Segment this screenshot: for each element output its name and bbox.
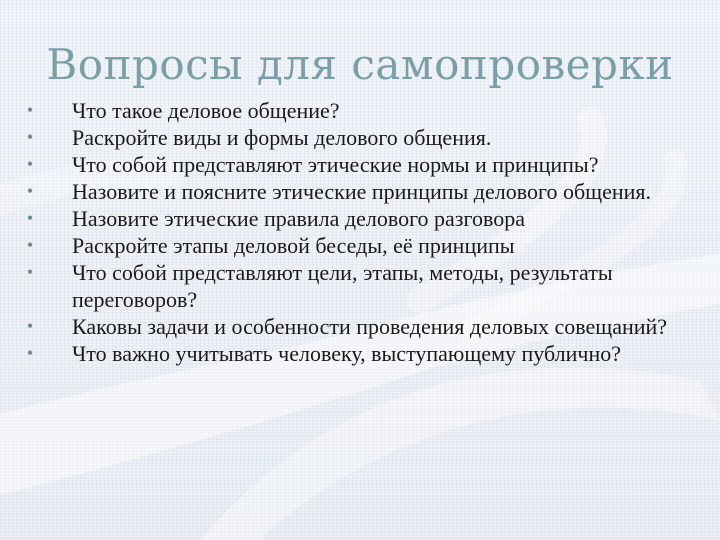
list-item <box>20 340 700 367</box>
bullet-icon: • <box>26 181 34 201</box>
bullet-icon: • <box>26 100 34 120</box>
list-item-text: Что собой представляют этические нормы и принципы? <box>72 152 599 177</box>
list-item-text: Назовите этические правила делового разговора <box>72 206 525 231</box>
list-item-text: Что такое деловое общение? <box>72 98 340 123</box>
bullet-icon: • <box>26 208 34 228</box>
list-item <box>20 124 700 151</box>
list-item <box>20 151 700 178</box>
list-item <box>20 205 700 232</box>
slide-title: Вопросы для самопроверки <box>46 40 674 89</box>
list-item-text: Что собой представляют цели, этапы, методы, результаты переговоров? <box>72 260 613 312</box>
bullet-icon: • <box>26 127 34 147</box>
bullet-icon: • <box>26 316 34 336</box>
list-item-text: Раскройте этапы деловой беседы, её принципы <box>72 233 515 258</box>
list-item-text: Каковы задачи и особенности проведения деловых совещаний? <box>72 314 668 339</box>
bullet-icon: • <box>26 235 34 255</box>
list-item <box>20 232 700 259</box>
list-item-text: Что важно учитывать человеку, выступающему публично? <box>72 341 621 366</box>
list-item <box>20 313 700 340</box>
list-item-text: Назовите и поясните этические принципы делового общения. <box>72 179 652 204</box>
bullet-icon: • <box>26 262 34 282</box>
list-item <box>20 97 700 124</box>
list-item <box>20 178 700 205</box>
bullet-icon: • <box>26 343 34 363</box>
list-item <box>20 259 700 313</box>
list-item-text: Раскройте виды и формы делового общения. <box>72 125 492 150</box>
questions-list <box>20 97 700 367</box>
bullet-icon: • <box>26 154 34 174</box>
